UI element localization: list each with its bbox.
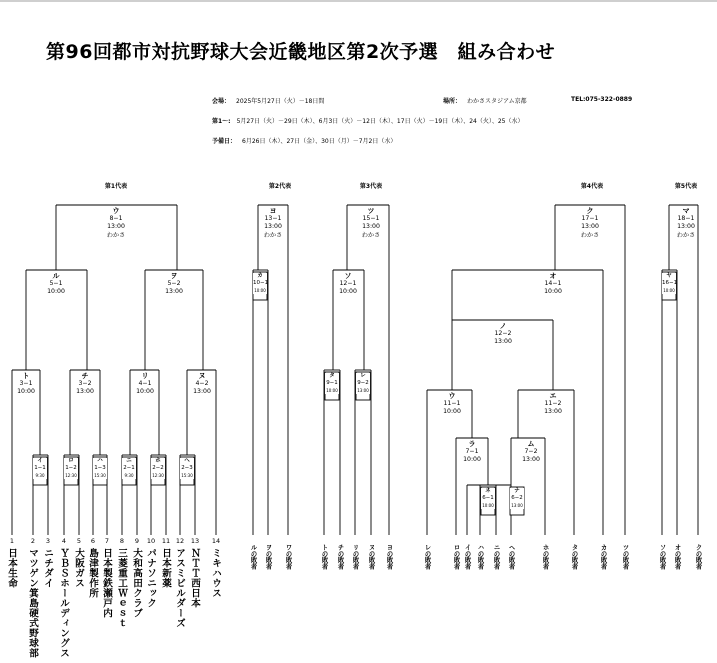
loser-slot: ヘの敗者 (507, 544, 515, 570)
place-name: わかさスタジアム京都 (467, 98, 527, 105)
small-match-label (64, 458, 78, 479)
match-code: チ (81, 372, 89, 380)
match-detail: 12−2 (494, 330, 512, 338)
match-code: ラ (468, 440, 476, 448)
match-detail: 10−1 (253, 280, 269, 286)
rounds-label: 第1～: (212, 118, 231, 125)
loser-slot: ワの敗者 (284, 544, 292, 570)
match-detail: 10:00 (443, 408, 461, 416)
team-name: 三菱重工Ｗｅｓｔ (116, 548, 127, 628)
match-detail: ヘ (184, 458, 190, 464)
loser-slot: ロの敗者 (452, 544, 460, 570)
match-detail: 6−1 (482, 495, 494, 501)
match-detail: ホ (155, 458, 161, 464)
loser-slot: クの敗者 (694, 544, 702, 570)
match-detail: ニ (126, 458, 132, 464)
match-detail: わかさ (106, 231, 126, 239)
match-detail: 13:00 (494, 338, 512, 346)
match-detail: わかさ (580, 231, 600, 239)
entry-number: 7 (104, 537, 110, 545)
match-detail: 10:00 (47, 288, 65, 296)
small-match-label (33, 458, 47, 479)
match-detail: 15−1 (362, 215, 380, 223)
team-name: 大和高田クラブ (131, 548, 142, 618)
match-label (39, 272, 73, 297)
loser-slot: ヌの敗者 (367, 544, 375, 570)
match-label (68, 372, 102, 397)
match-detail: 11−1 (443, 400, 461, 408)
entry-number: 11 (161, 537, 171, 545)
match-detail: 13:00 (362, 223, 380, 231)
small-match-label (180, 458, 194, 479)
match-detail: 10:00 (326, 388, 338, 393)
match-detail: 13:00 (581, 223, 599, 231)
match-detail: わかさ (263, 231, 283, 239)
team-name: 日本製鉄瀬戸内 (101, 548, 112, 618)
match-code: エ (549, 392, 557, 400)
match-detail: 12:30 (65, 473, 77, 478)
match-detail: 9−2 (357, 380, 369, 386)
match-detail: 17−1 (581, 215, 599, 223)
match-detail: 2−2 (152, 465, 164, 471)
small-match-label (325, 373, 339, 394)
loser-slot: カの敗者 (599, 544, 607, 570)
entry-number: 6 (90, 537, 96, 545)
match-detail: 13:00 (165, 288, 183, 296)
match-detail: 10:00 (663, 288, 675, 293)
match-detail: 13:00 (544, 408, 562, 416)
loser-slot: ツの敗者 (621, 544, 629, 570)
small-match-label (253, 273, 267, 294)
small-match-label (510, 488, 524, 509)
entry-number: 12 (175, 537, 185, 545)
match-detail: ナ (514, 488, 520, 494)
match-detail: 10:00 (482, 503, 494, 508)
match-detail: 1−1 (34, 465, 46, 471)
small-match-label (122, 458, 136, 479)
team-name: マツゲン箕島硬式野球部 (27, 548, 38, 658)
match-label (536, 272, 570, 297)
loser-slot: リの敗者 (351, 544, 359, 570)
team-name: 日本生命 (6, 548, 17, 588)
match-detail: レ (360, 373, 366, 379)
match-detail: わかさ (361, 231, 381, 239)
match-detail: 12−1 (339, 280, 357, 288)
venue-dates: 2025年5月27日（火）－18日間 (236, 98, 325, 105)
loser-slot: ヲの敗者 (264, 544, 272, 570)
loser-slot: ニの敗者 (492, 544, 500, 570)
match-detail: 13:00 (193, 388, 211, 396)
match-detail: 1−2 (65, 465, 77, 471)
match-detail: 5−2 (167, 280, 181, 288)
representative-label: 第3代表 (359, 183, 383, 190)
match-code: マ (682, 207, 690, 215)
match-code: ノ (499, 322, 507, 330)
match-detail: タ (329, 373, 335, 379)
match-detail: 10:00 (339, 288, 357, 296)
entry-number: 3 (45, 537, 51, 545)
match-detail: 4−2 (195, 380, 209, 388)
match-detail: 2−3 (181, 465, 193, 471)
match-code: ト (22, 372, 30, 380)
match-code: ツ (367, 207, 375, 215)
match-detail: 10:00 (17, 388, 35, 396)
entry-number: 5 (76, 537, 82, 545)
loser-slot: トの敗者 (320, 544, 328, 570)
match-label (331, 272, 365, 297)
match-label (536, 392, 570, 417)
small-match-label (151, 458, 165, 479)
match-detail: イ (37, 458, 43, 464)
match-label (9, 372, 43, 397)
match-detail: ハ (97, 458, 103, 464)
team-name: ＮＴＴ西日本 (189, 548, 200, 608)
match-detail: 13:00 (522, 456, 540, 464)
match-label (157, 272, 191, 297)
team-name: 島津製作所 (87, 548, 98, 598)
match-detail: 10:00 (544, 288, 562, 296)
match-label (669, 207, 703, 240)
entry-number: 9 (134, 537, 140, 545)
match-detail: 9:30 (35, 473, 45, 478)
match-detail: 5−1 (49, 280, 63, 288)
team-name: アスミビルダーズ (174, 548, 185, 628)
match-detail: 13:00 (511, 503, 523, 508)
match-detail: 11−2 (544, 400, 562, 408)
entry-number: 2 (30, 537, 36, 545)
match-code: リ (141, 372, 149, 380)
match-detail: 3−1 (19, 380, 33, 388)
match-code: オ (549, 272, 557, 280)
match-detail: 15:30 (94, 473, 106, 478)
loser-slot: タの敗者 (570, 544, 578, 570)
match-label (455, 440, 489, 465)
match-detail: 10:00 (254, 288, 266, 293)
page-title: 第96回都市対抗野球大会近畿地区第2次予選 組み合わせ (46, 41, 556, 63)
small-match-label (356, 373, 370, 394)
match-label (435, 392, 469, 417)
match-code: ヌ (198, 372, 206, 380)
match-detail: 14−1 (544, 280, 562, 288)
match-code: ウ (448, 392, 456, 400)
match-detail: カ (257, 273, 263, 279)
entry-number: 10 (146, 537, 156, 545)
loser-slot: ヨの敗者 (385, 544, 393, 570)
team-name: ミキハウス (210, 548, 221, 598)
match-detail: 13:00 (107, 223, 125, 231)
match-detail: 13:00 (264, 223, 282, 231)
loser-slot: オの敗者 (673, 544, 681, 570)
match-detail: 10:00 (463, 456, 481, 464)
loser-slot: ルの敗者 (249, 544, 257, 570)
reserve-label: 予備日： (212, 138, 237, 145)
entry-number: 1 (9, 537, 15, 545)
match-detail: 12:30 (152, 473, 164, 478)
team-name: 日本新薬 (160, 548, 171, 588)
team-name: ニチダイ (42, 548, 53, 588)
match-detail: 1−3 (94, 465, 106, 471)
phone-number: TEL:075-322-0889 (571, 96, 633, 103)
match-detail: 2−1 (123, 465, 135, 471)
team-name: 大阪ガス (73, 548, 84, 588)
match-detail: 10:00 (136, 388, 154, 396)
match-detail: ネ (485, 488, 491, 494)
small-match-label (662, 273, 676, 294)
representative-label: 第1代表 (104, 183, 128, 190)
match-detail: 13:00 (357, 388, 369, 393)
entry-number: 13 (190, 537, 200, 545)
match-code: ヲ (170, 272, 178, 280)
match-code: ヨ (269, 207, 277, 215)
match-code: ル (52, 272, 60, 280)
place-label: 場所： (443, 98, 462, 105)
match-detail: 18−1 (677, 215, 695, 223)
match-label (354, 207, 388, 240)
match-detail: 15:30 (181, 473, 193, 478)
match-detail: 8−1 (109, 215, 123, 223)
match-code: ク (586, 207, 594, 215)
match-detail: 16−1 (662, 280, 678, 286)
match-detail: 13−1 (264, 215, 282, 223)
entry-number: 14 (211, 537, 221, 545)
match-detail: 4−1 (138, 380, 152, 388)
match-detail: 9:30 (124, 473, 134, 478)
representative-label: 第2代表 (268, 183, 292, 190)
representative-label: 第5代表 (674, 183, 698, 190)
loser-slot: ソの敗者 (658, 544, 666, 570)
match-label (128, 372, 162, 397)
match-label (256, 207, 290, 240)
loser-slot: ハの敗者 (476, 544, 484, 570)
small-match-label (93, 458, 107, 479)
match-detail: 13:00 (76, 388, 94, 396)
match-label (514, 440, 548, 465)
loser-slot: ホの敗者 (541, 544, 549, 570)
team-name: ＹＢＳホールディングス (58, 548, 69, 658)
match-label (573, 207, 607, 240)
match-detail: 6−2 (511, 495, 523, 501)
match-detail: 7−2 (524, 448, 538, 456)
match-code: ウ (112, 207, 120, 215)
entry-number: 8 (119, 537, 125, 545)
match-label (185, 372, 219, 397)
representative-label: 第4代表 (580, 183, 604, 190)
match-detail: わかさ (676, 231, 696, 239)
small-match-label (481, 488, 495, 509)
venue-label: 会場： (212, 98, 231, 105)
match-detail: 3−2 (78, 380, 92, 388)
rounds-dates: 5月27日（火）－29日（木）、6月3日（火）－12日（木）、17日（火）－19日（木）、24（火）、25（水） (236, 118, 524, 125)
loser-slot: レの敗者 (423, 544, 431, 570)
match-code: ソ (344, 272, 352, 280)
team-name: パナソニック (145, 548, 156, 608)
match-code: ム (527, 440, 535, 448)
match-detail: 7−1 (465, 448, 479, 456)
loser-slot: イの敗者 (463, 544, 471, 570)
match-label (486, 322, 520, 347)
entry-number: 4 (61, 537, 67, 545)
reserve-dates: 6月26日（木）、27日（金）、30日（月）－7月2日（水） (242, 138, 397, 145)
match-detail: 13:00 (677, 223, 695, 231)
match-detail: 9−1 (326, 380, 338, 386)
match-detail: ヤ (666, 273, 672, 279)
loser-slot: チの敗者 (336, 544, 344, 570)
match-detail: ロ (68, 458, 74, 464)
match-label (99, 207, 133, 240)
